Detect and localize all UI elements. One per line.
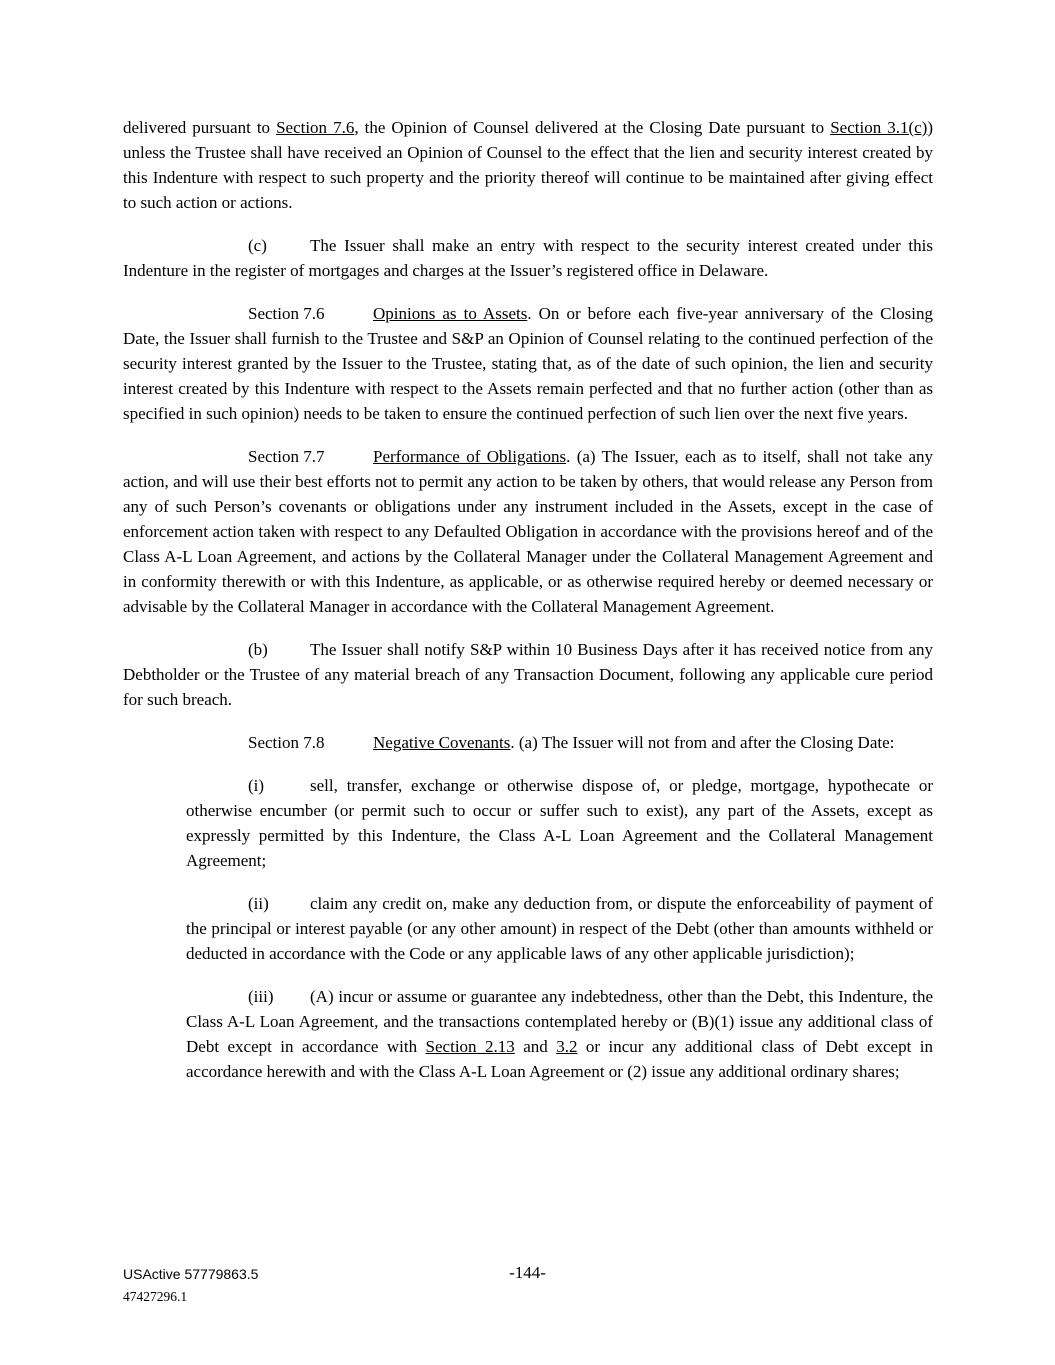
paragraph-section-7-6	[123, 301, 933, 426]
body-text: . On or before each five-year anniversary of the Closing Date, the Issuer shall furnish to the Trustee and S&P an Opinion of Counsel relating to the continued perfection of the security interest granted by the Issuer to the Trustee, stating that, as of the date of such opinion, the lien and security interest created by this Indenture with respect to the Assets remain perfected and that no further action (other than as specified in such opinion) needs to be taken to ensure the continued perfection of such lien over the next five years.	[123, 304, 933, 423]
body-text: or incur any additional class of Debt except in accordance herewith and with the Class A-L Loan Agreement or (2) issue any additional ordinary shares;	[186, 1037, 933, 1081]
footer-page-number: -144-	[509, 1263, 546, 1282]
page-body	[123, 115, 933, 1102]
paragraph-b	[123, 637, 933, 712]
body-text: The Issuer shall make an entry with respect to the security interest created under this Indenture in the register of mortgages and charges at the Issuer’s registered office in Delaware.	[123, 236, 933, 280]
section-reference: Section 3.1(c)	[830, 118, 928, 137]
clause-label: (c)	[248, 236, 267, 255]
body-text: The Issuer shall notify S&P within 10 Business Days after it has received notice from any Debtholder or the Trustee of any material breach of any Transaction Document, following any applicable cure period for such breach.	[123, 640, 933, 709]
section-reference: Section 7.6	[276, 118, 355, 137]
body-text: , the Opinion of Counsel delivered at the Closing Date pursuant to	[354, 118, 831, 137]
footer-doc-id: USActive 57779863.5	[123, 1266, 259, 1282]
section-heading: Negative Covenants	[373, 733, 511, 752]
section-reference: Section 2.13	[425, 1037, 515, 1056]
section-number: Section 7.7	[248, 447, 325, 466]
list-item-label: (ii)	[248, 894, 269, 913]
paragraph-section-7-7	[123, 444, 933, 619]
list-item-iii	[186, 984, 933, 1084]
body-text: delivered pursuant to	[123, 118, 277, 137]
body-text: and	[514, 1037, 557, 1056]
paragraph-c	[123, 233, 933, 283]
body-text: . (a) The Issuer will not from and after the Closing Date:	[510, 733, 895, 752]
section-reference: 3.2	[556, 1037, 578, 1056]
paragraph-section-7-8	[123, 730, 933, 755]
list-item-label: (iii)	[248, 987, 274, 1006]
section-number: Section 7.6	[248, 304, 325, 323]
body-text: sell, transfer, exchange or otherwise dispose of, or pledge, mortgage, hypothecate or otherwise encumber (or permit such to occur or suffer such to exist), any part of the Assets, except as expressly permitted by this Indenture, the Class A-L Loan Agreement and the Collateral Management Agreement;	[186, 776, 933, 870]
footer-version-number: 47427296.1	[123, 1289, 188, 1304]
body-text: (A) incur or assume or guarantee any indebtedness, other than the Debt, this Indenture, the Class A-L Loan Agreement, and the transactions contemplated hereby or (B)(1) issue any additional class of Debt except in accordance with	[186, 987, 933, 1056]
section-number: Section 7.8	[248, 733, 325, 752]
paragraph-continuation	[123, 115, 933, 215]
list-item-label: (i)	[248, 776, 265, 795]
body-text: ) unless the Trustee shall have received an Opinion of Counsel to the effect that the lien and security interest created by this Indenture with respect to such property and the priority thereof will continue to be maintained after giving effect to such action or actions.	[123, 118, 934, 212]
list-item-i	[186, 773, 933, 873]
section-heading: Opinions as to Assets	[373, 304, 528, 323]
body-text: . (a) The Issuer, each as to itself, shall not take any action, and will use their best efforts not to permit any action to be taken by others, that would release any Person from any of such Person’s covenants or obligations under any instrument included in the Assets, except in the case of enforcement action taken with respect to any Defaulted Obligation in accordance with the provisions hereof and of the Class A-L Loan Agreement, and actions by the Collateral Manager under the Collateral Management Agreement and in conformity therewith or with this Indenture, as applicable, or as otherwise required hereby or deemed necessary or advisable by the Collateral Manager in accordance with the Collateral Management Agreement.	[123, 447, 933, 616]
list-item-ii	[186, 891, 933, 966]
section-heading: Performance of Obligations	[373, 447, 567, 466]
body-text: claim any credit on, make any deduction from, or dispute the enforceability of payment of the principal or interest payable (or any other amount) in respect of the Debt (other than amounts withheld or deducted in accordance with the Code or any applicable laws of any other applicable jurisdiction);	[186, 894, 933, 963]
clause-label: (b)	[248, 640, 268, 659]
